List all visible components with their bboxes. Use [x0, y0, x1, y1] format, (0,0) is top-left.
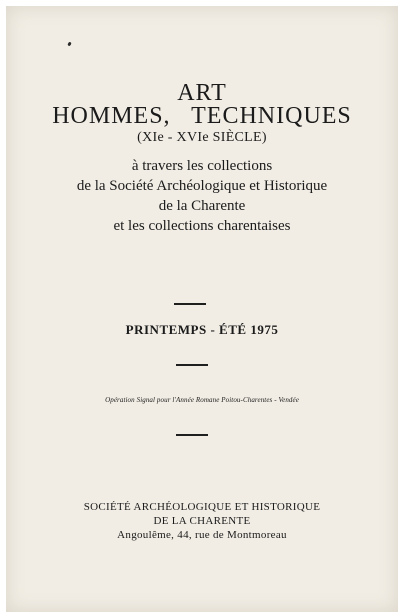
subtitle-line-2: de la Société Archéologique et Historique — [76, 178, 328, 194]
booklet-cover — [6, 6, 398, 612]
ink-speck — [67, 42, 72, 47]
divider-rule-2 — [176, 364, 208, 366]
century-subtitle: (XIe - XVIe SIÈCLE) — [137, 130, 267, 145]
subtitle-line-1: à travers les collections — [131, 158, 273, 174]
divider-rule-1 — [174, 303, 206, 305]
subtitle-line-3: de la Charente — [158, 198, 246, 214]
title-art: ART — [177, 80, 227, 106]
season-heading: PRINTEMPS - ÉTÉ 1975 — [125, 322, 279, 337]
society-name-line-2: DE LA CHARENTE — [153, 515, 251, 527]
divider-rule-3 — [176, 434, 208, 436]
operation-note: Opération Signal pour l'Année Romane Poitou-Charentes - Vendée — [105, 396, 299, 404]
title-hommes-techniques: HOMMES, TECHNIQUES — [52, 103, 352, 129]
subtitle-line-4: et les collections charentaises — [113, 218, 291, 234]
society-address: Angoulême, 44, rue de Montmoreau — [117, 529, 287, 541]
society-name-line-1: SOCIÉTÉ ARCHÉOLOGIQUE ET HISTORIQUE — [83, 501, 321, 513]
